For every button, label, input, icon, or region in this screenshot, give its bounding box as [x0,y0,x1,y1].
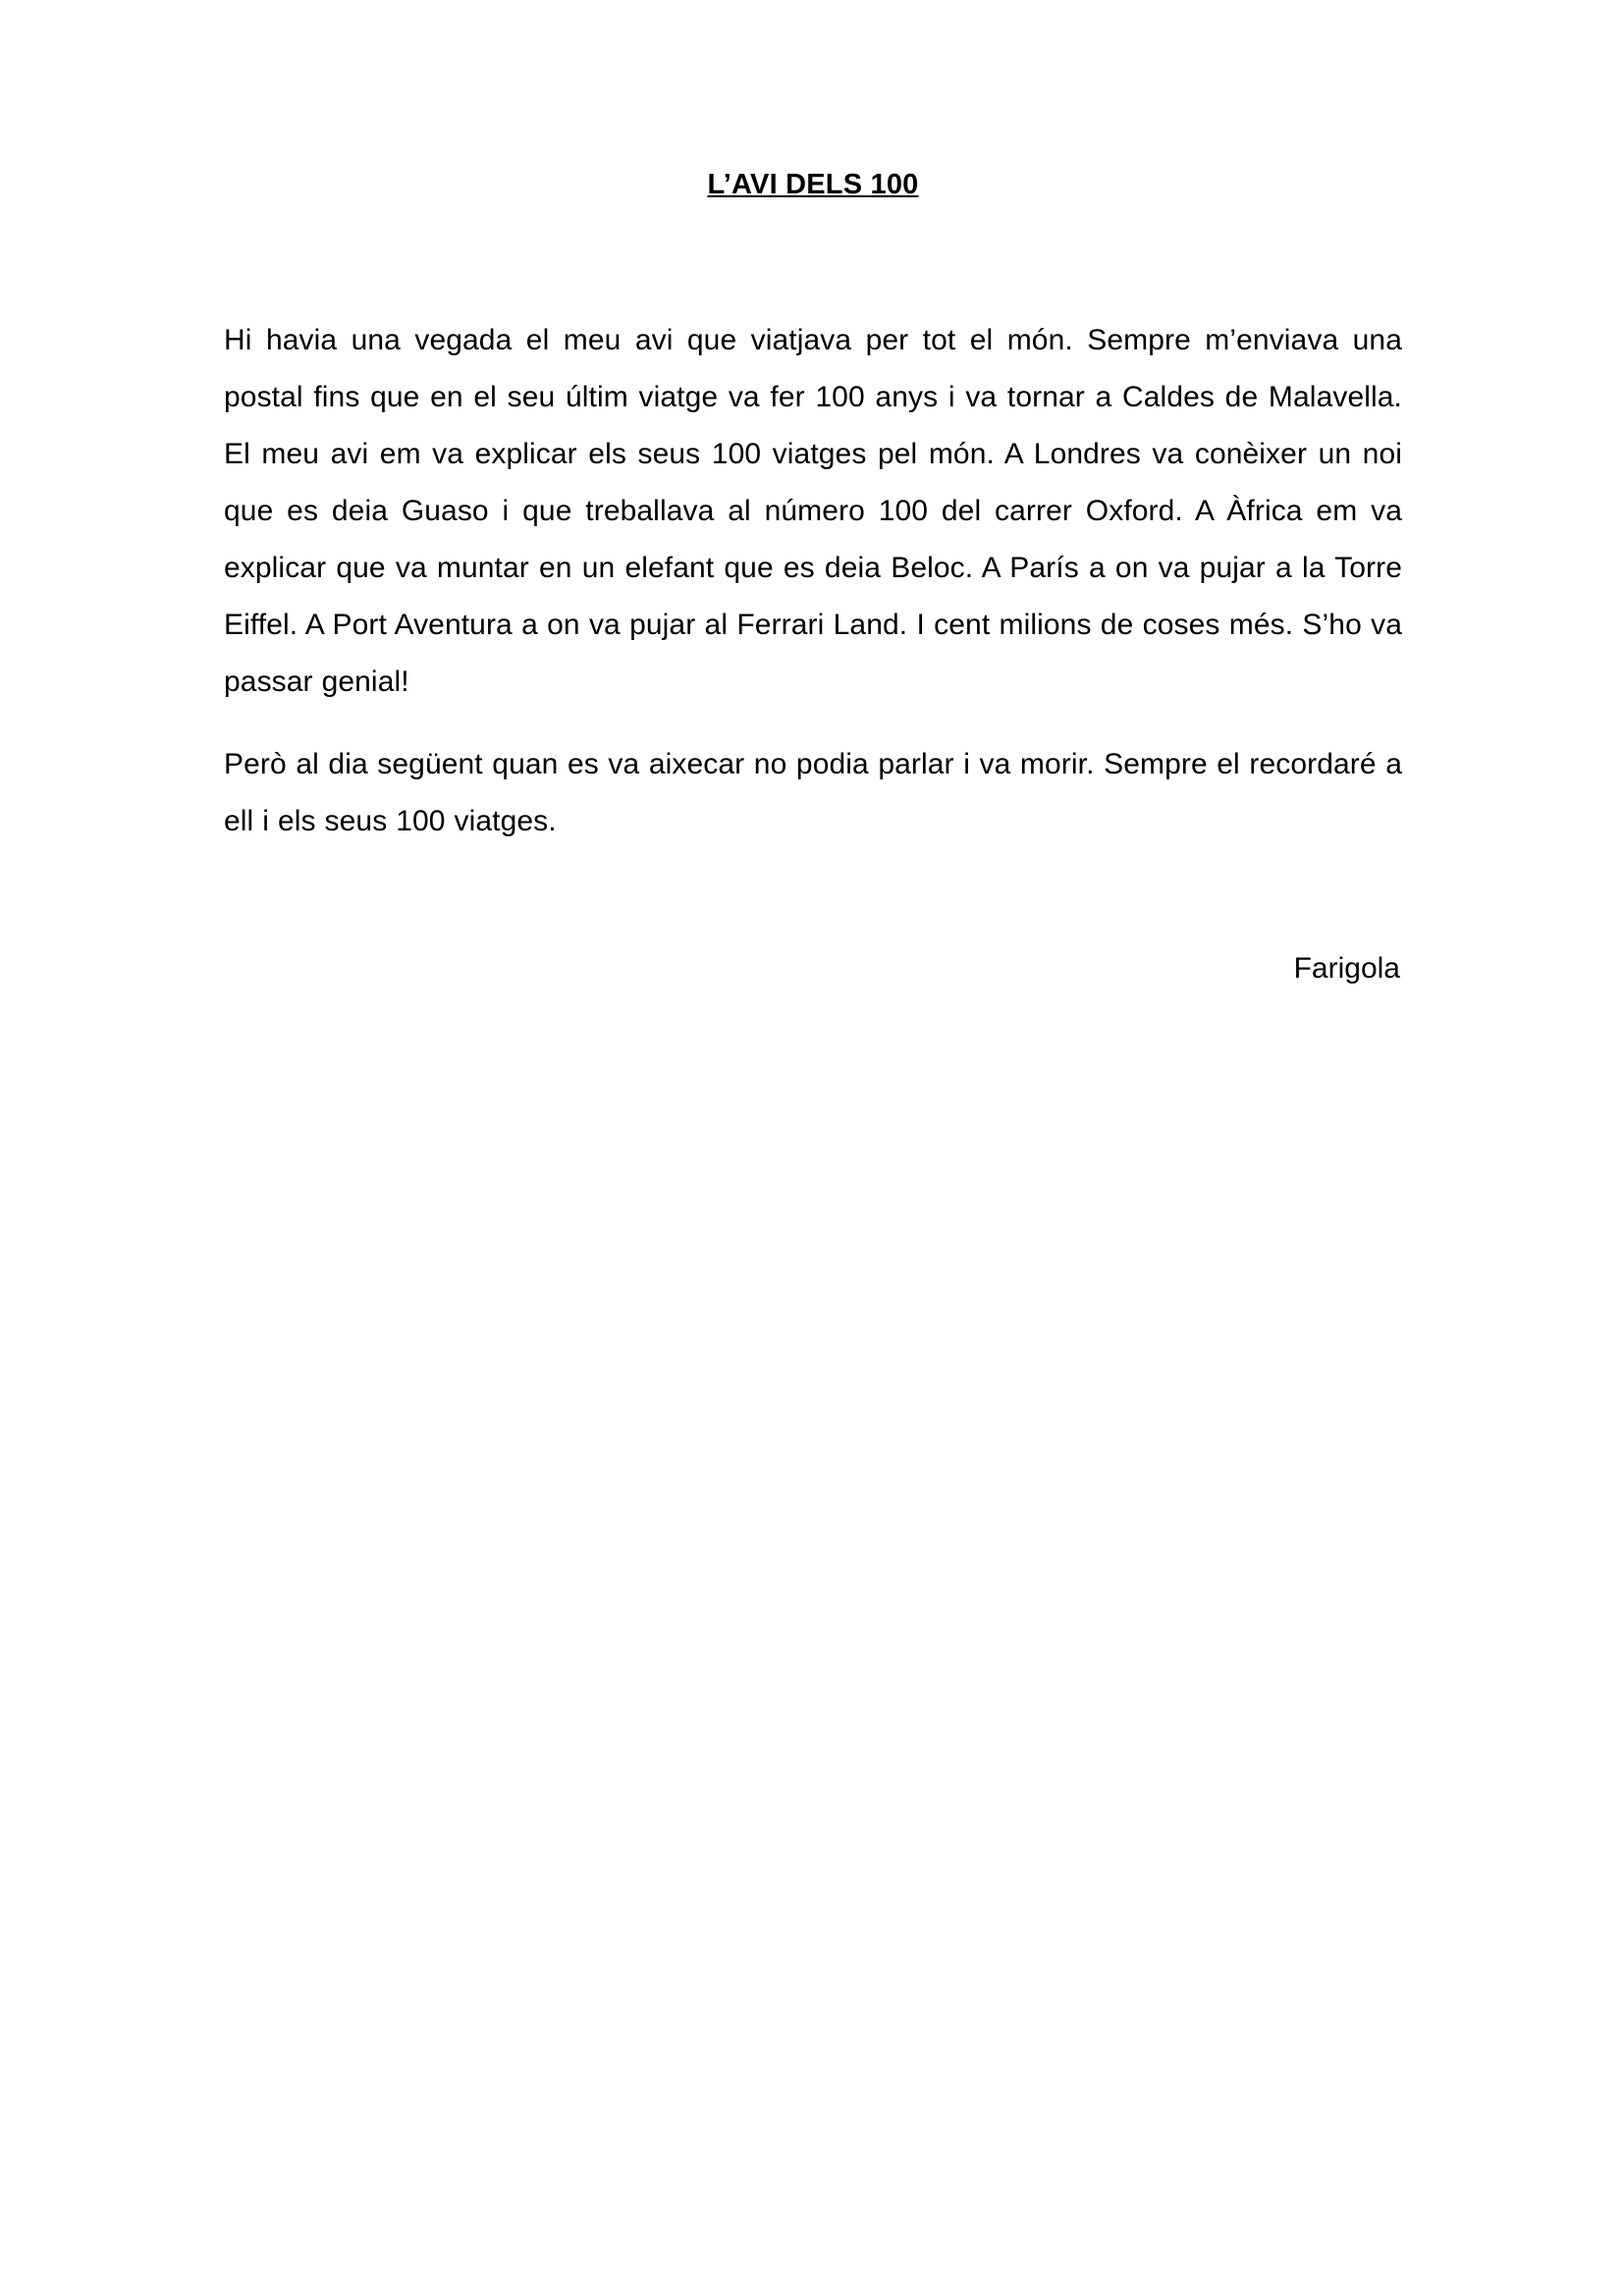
body-paragraph: Però al dia següent quan es va aixecar no podia parlar i va morir. Sempre el recordaré a ell i els seus 100 viatges. [224,748,1402,838]
document-body [224,312,1402,850]
body-paragraph: Hi havia una vegada el meu avi que viatjava per tot el món. Sempre m’enviava una postal fins que en el seu últim viatge va fer 100 anys i va tornar a Caldes de Malavella. El meu avi em va explicar els seus 100 viatges pel món. A Londres va conèixer un noi que es deia Guaso i que treballava al número 100 del carrer Oxford. A Àfrica em va explicar que va muntar en un elefant que es deia Beloc. A París a on va pujar a la Torre Eiffel. A Port Aventura a on va pujar al Ferrari Land. I cent milions de coses més. S’ho va passar genial! [224,324,1402,699]
page-title: L’AVI DELS 100 [707,169,919,200]
document-content [224,167,1402,991]
signature: Farigola [1293,952,1400,986]
